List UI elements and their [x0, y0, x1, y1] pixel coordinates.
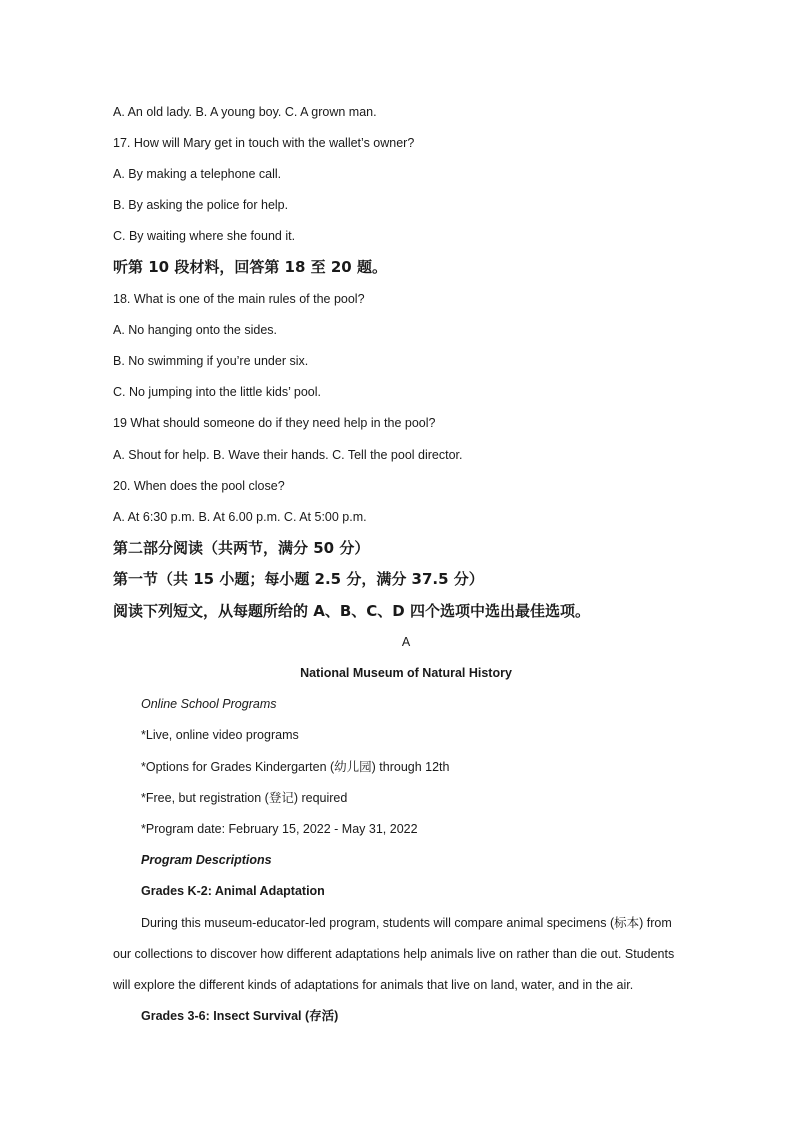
bullet-live-video: *Live, online video programs [141, 728, 299, 742]
answer-options-19: A. Shout for help. B. Wave their hands. C. Tell the pool director. [113, 448, 463, 462]
part-two-heading: 第二部分阅读（共两节，满分 50 分） [113, 539, 370, 557]
section-heading-material-10: 听第 10 段材料，回答第 18 至 20 题。 [113, 258, 387, 276]
bullet-program-date: *Program date: February 15, 2022 - May 31, 2022 [141, 822, 418, 836]
option-17b: B. By asking the police for help. [113, 198, 289, 212]
reading-instructions: 阅读下列短文，从每题所给的 A、B、C、D 四个选项中选出最佳选项。 [113, 602, 590, 620]
option-18a: A. No hanging onto the sides. [113, 323, 278, 337]
passage-label: A [401, 635, 411, 649]
passage-title: National Museum of Natural History [300, 666, 512, 680]
paragraph-line-1: During this museum-educator-led program, students will compare animal specimens (标本) from [141, 916, 672, 930]
subheading-online-programs: Online School Programs [141, 697, 277, 711]
option-17c: C. By waiting where she found it. [113, 229, 296, 243]
bullet-registration: *Free, but registration (登记) required [141, 791, 348, 805]
option-18b: B. No swimming if you’re under six. [113, 354, 309, 368]
answer-options-20: A. At 6:30 p.m. B. At 6.00 p.m. C. At 5:00 p.m. [113, 510, 367, 524]
section-one-heading: 第一节（共 15 小题；每小题 2.5 分，满分 37.5 分） [113, 570, 484, 588]
grades-3-6-heading: Grades 3-6: Insect Survival (存活) [141, 1009, 339, 1023]
paragraph-line-3: will explore the different kinds of adaptations for animals that live on land, water, and in the air. [113, 978, 634, 992]
bullet-grade-options: *Options for Grades Kindergarten (幼儿园) through 12th [141, 760, 450, 774]
grades-k2-heading: Grades K-2: Animal Adaptation [141, 884, 325, 898]
question-18: 18. What is one of the main rules of the pool? [113, 292, 365, 306]
option-17a: A. By making a telephone call. [113, 167, 282, 181]
question-17: 17. How will Mary get in touch with the wallet’s owner? [113, 136, 415, 150]
question-19: 19 What should someone do if they need help in the pool? [113, 416, 436, 430]
option-18c: C. No jumping into the little kids’ pool. [113, 385, 321, 399]
answer-options-16: A. An old lady. B. A young boy. C. A grown man. [113, 105, 377, 119]
paragraph-line-2: our collections to discover how different adaptations help animals live on rather than die out. Students [113, 947, 675, 961]
question-20: 20. When does the pool close? [113, 479, 285, 493]
subheading-program-descriptions: Program Descriptions [141, 853, 272, 867]
